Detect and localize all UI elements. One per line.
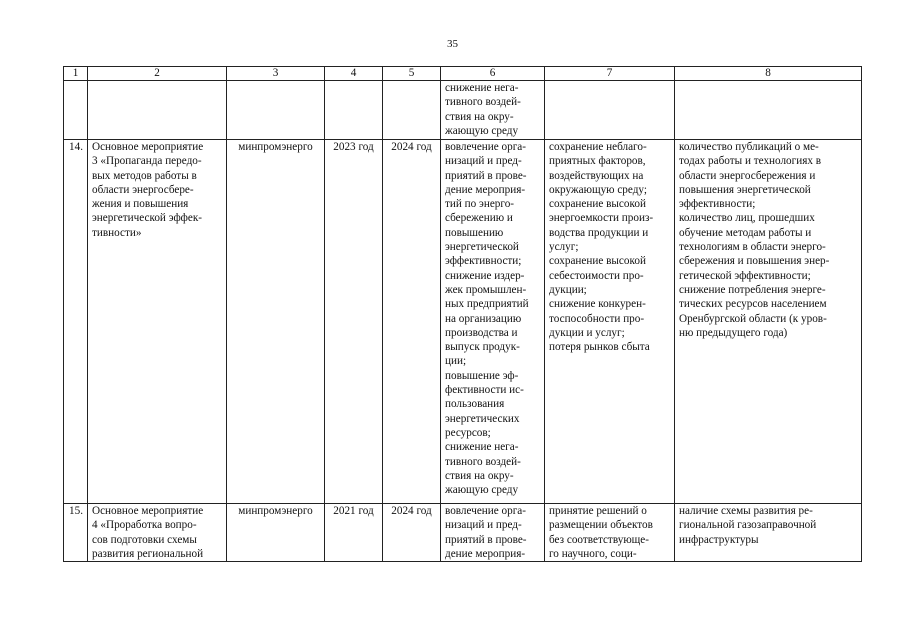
indicators-cell <box>675 81 862 140</box>
table-row <box>64 504 862 562</box>
event-cell: Основное мероприятие 3 «Пропаганда передо- вых методов работы в области энергосбере- жения и повышения энергетической эффек- тивности» <box>88 140 227 504</box>
row-number-cell: 14. <box>64 140 88 504</box>
start-year-cell: 2021 год <box>325 504 383 562</box>
event-cell: Основное мероприятие 4 «Проработка вопро- сов подготовки схемы развития региональной <box>88 504 227 562</box>
header-cell: 8 <box>675 67 862 81</box>
end-year-cell: 2024 год <box>383 140 441 504</box>
start-year-cell <box>325 81 383 140</box>
header-cell: 2 <box>88 67 227 81</box>
row-number-cell: 15. <box>64 504 88 562</box>
page-number: 35 <box>447 38 458 50</box>
executor-cell: минпромэнерго <box>227 504 325 562</box>
consequences-cell <box>545 81 675 140</box>
header-cell: 1 <box>64 67 88 81</box>
table-row <box>64 140 862 504</box>
header-cell: 6 <box>441 67 545 81</box>
header-cell: 4 <box>325 67 383 81</box>
measures-table <box>63 66 862 562</box>
indicators-cell: наличие схемы развития ре- гиональной газозаправочной инфраструктуры <box>675 504 862 562</box>
event-cell <box>88 81 227 140</box>
header-cell: 3 <box>227 67 325 81</box>
end-year-cell <box>383 81 441 140</box>
directions-cell: снижение нега- тивного воздей- ствия на окру- жающую среду <box>441 81 545 140</box>
consequences-cell: принятие решений о размещении объектов без соответствующе- го научного, соци- <box>545 504 675 562</box>
header-cell: 7 <box>545 67 675 81</box>
row-number-cell <box>64 81 88 140</box>
header-cell: 5 <box>383 67 441 81</box>
directions-cell: вовлечение орга- низаций и пред- приятий в прове- дение мероприя- тий по энерго- сбережению и повышению энергетической эффективности; снижение издер- жек промышлен- ных предприятий на организацию производства и выпуск продук- ции; повышение эф- фективности ис- пользования энергетических ресурсов; снижение нега- тивного воздей- ствия на окру- жающую среду <box>441 140 545 504</box>
table-header-row <box>64 67 862 81</box>
table-row <box>64 81 862 140</box>
indicators-cell: количество публикаций о ме- тодах работы и технологиях в области энергосбережения и повышения энергетической эффективности; количество лиц, прошедших обучение методам работы и технологиям в области энерго- сбережения и повышения энер- гетической эффективности; снижение потребления энерге- тических ресурсов населением Оренбургской области (к уров- ню предыдущего года) <box>675 140 862 504</box>
end-year-cell: 2024 год <box>383 504 441 562</box>
start-year-cell: 2023 год <box>325 140 383 504</box>
executor-cell: минпромэнерго <box>227 140 325 504</box>
consequences-cell: сохранение неблаго- приятных факторов, воздействующих на окружающую среду; сохранение высокой энергоемкости произ- водства продукции и услуг; сохранение высокой себестоимости про- дукции; снижение конкурен- тоспособности про- дукции и услуг; потеря рынков сбыта <box>545 140 675 504</box>
executor-cell <box>227 81 325 140</box>
directions-cell: вовлечение орга- низаций и пред- приятий в прове- дение мероприя- <box>441 504 545 562</box>
